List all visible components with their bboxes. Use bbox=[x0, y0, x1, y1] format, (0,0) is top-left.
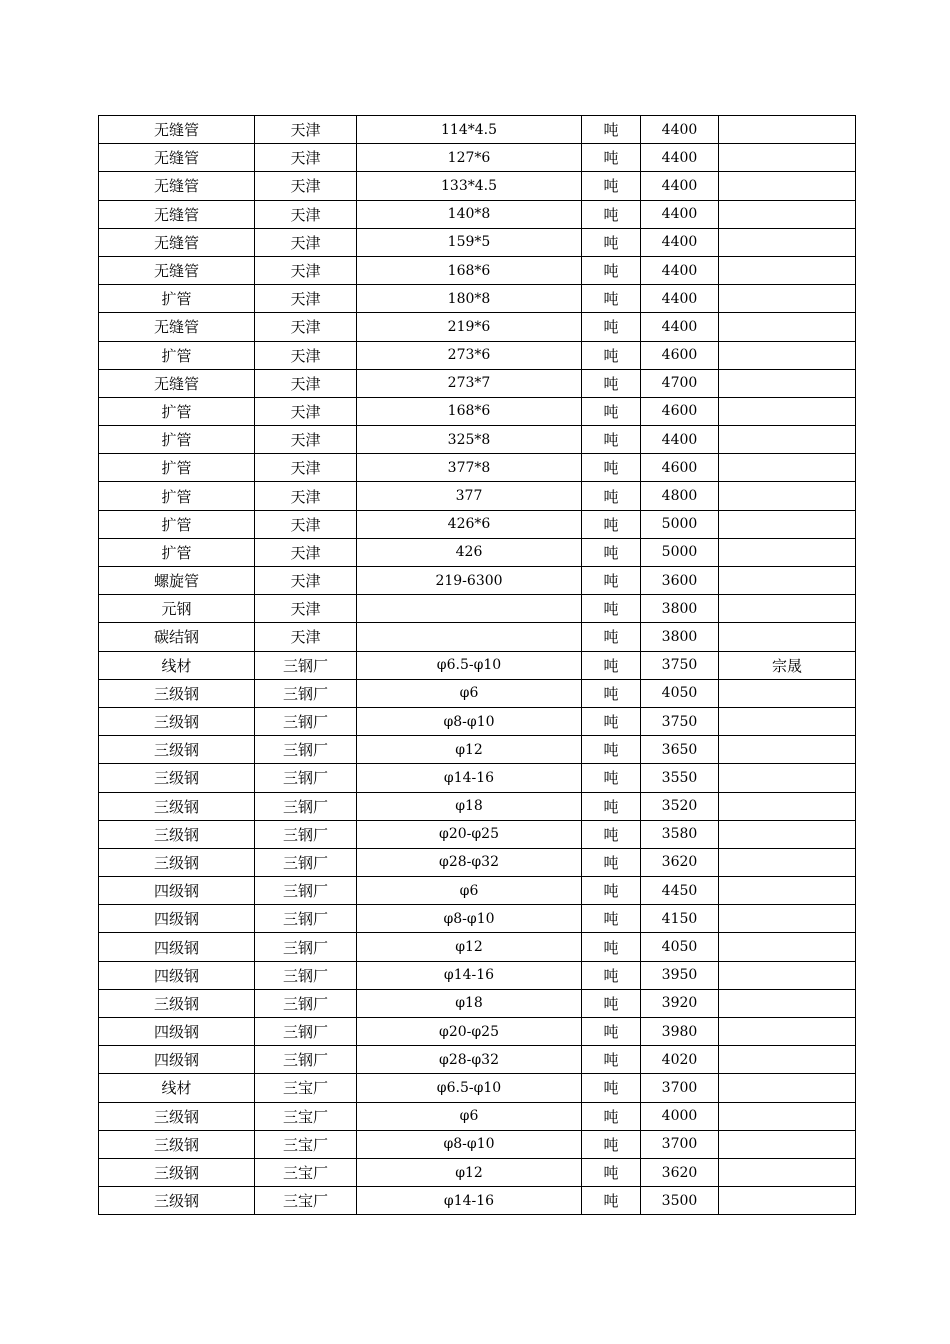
price-cell: 5000 bbox=[641, 510, 719, 538]
spec-cell: φ8-φ10 bbox=[357, 905, 582, 933]
price-cell: 3980 bbox=[641, 1018, 719, 1046]
table-row bbox=[99, 538, 856, 566]
price-cell: 3700 bbox=[641, 1074, 719, 1102]
note-cell: 宗晟 bbox=[719, 651, 856, 679]
origin-cell: 三钢厂 bbox=[255, 1046, 357, 1074]
table-row bbox=[99, 256, 856, 284]
unit-cell: 吨 bbox=[582, 1018, 641, 1046]
unit-cell: 吨 bbox=[582, 736, 641, 764]
unit-cell: 吨 bbox=[582, 623, 641, 651]
table-row bbox=[99, 144, 856, 172]
price-cell: 4400 bbox=[641, 228, 719, 256]
origin-cell: 三宝厂 bbox=[255, 1130, 357, 1158]
origin-cell: 三宝厂 bbox=[255, 1074, 357, 1102]
unit-cell: 吨 bbox=[582, 848, 641, 876]
origin-cell: 三钢厂 bbox=[255, 736, 357, 764]
spec-cell: φ18 bbox=[357, 989, 582, 1017]
origin-cell: 天津 bbox=[255, 144, 357, 172]
origin-cell: 三钢厂 bbox=[255, 651, 357, 679]
unit-cell: 吨 bbox=[582, 989, 641, 1017]
note-cell bbox=[719, 313, 856, 341]
origin-cell: 三钢厂 bbox=[255, 1018, 357, 1046]
spec-cell bbox=[357, 623, 582, 651]
origin-cell: 天津 bbox=[255, 595, 357, 623]
product-name-cell: 扩管 bbox=[99, 454, 255, 482]
price-cell: 3580 bbox=[641, 820, 719, 848]
spec-cell: φ6 bbox=[357, 877, 582, 905]
price-cell: 3620 bbox=[641, 1158, 719, 1186]
unit-cell: 吨 bbox=[582, 877, 641, 905]
table-row bbox=[99, 707, 856, 735]
origin-cell: 天津 bbox=[255, 172, 357, 200]
product-name-cell: 扩管 bbox=[99, 538, 255, 566]
price-cell: 4400 bbox=[641, 256, 719, 284]
product-name-cell: 无缝管 bbox=[99, 256, 255, 284]
table-row bbox=[99, 820, 856, 848]
price-cell: 4800 bbox=[641, 482, 719, 510]
note-cell bbox=[719, 1074, 856, 1102]
spec-cell: φ18 bbox=[357, 792, 582, 820]
origin-cell: 三钢厂 bbox=[255, 820, 357, 848]
origin-cell: 天津 bbox=[255, 397, 357, 425]
origin-cell: 天津 bbox=[255, 228, 357, 256]
spec-cell: φ8-φ10 bbox=[357, 1130, 582, 1158]
price-cell: 4150 bbox=[641, 905, 719, 933]
product-name-cell: 元钢 bbox=[99, 595, 255, 623]
origin-cell: 三宝厂 bbox=[255, 1158, 357, 1186]
product-name-cell: 扩管 bbox=[99, 426, 255, 454]
note-cell bbox=[719, 764, 856, 792]
price-cell: 4600 bbox=[641, 341, 719, 369]
unit-cell: 吨 bbox=[582, 172, 641, 200]
product-name-cell: 四级钢 bbox=[99, 877, 255, 905]
spec-cell bbox=[357, 595, 582, 623]
price-cell: 4400 bbox=[641, 200, 719, 228]
unit-cell: 吨 bbox=[582, 200, 641, 228]
table-row bbox=[99, 200, 856, 228]
product-name-cell: 三级钢 bbox=[99, 707, 255, 735]
unit-cell: 吨 bbox=[582, 144, 641, 172]
product-name-cell: 三级钢 bbox=[99, 989, 255, 1017]
table-body bbox=[99, 116, 856, 1215]
product-name-cell: 无缝管 bbox=[99, 200, 255, 228]
origin-cell: 天津 bbox=[255, 426, 357, 454]
origin-cell: 天津 bbox=[255, 285, 357, 313]
note-cell bbox=[719, 595, 856, 623]
unit-cell: 吨 bbox=[582, 651, 641, 679]
table-row bbox=[99, 792, 856, 820]
note-cell bbox=[719, 933, 856, 961]
table-row bbox=[99, 426, 856, 454]
origin-cell: 天津 bbox=[255, 256, 357, 284]
table-row bbox=[99, 623, 856, 651]
unit-cell: 吨 bbox=[582, 961, 641, 989]
spec-cell: 140*8 bbox=[357, 200, 582, 228]
note-cell bbox=[719, 567, 856, 595]
unit-cell: 吨 bbox=[582, 397, 641, 425]
note-cell bbox=[719, 228, 856, 256]
unit-cell: 吨 bbox=[582, 1187, 641, 1215]
product-name-cell: 无缝管 bbox=[99, 369, 255, 397]
spec-cell: 273*6 bbox=[357, 341, 582, 369]
note-cell bbox=[719, 877, 856, 905]
unit-cell: 吨 bbox=[582, 369, 641, 397]
price-cell: 3700 bbox=[641, 1130, 719, 1158]
table-row bbox=[99, 369, 856, 397]
product-name-cell: 三级钢 bbox=[99, 679, 255, 707]
table-row bbox=[99, 1130, 856, 1158]
price-cell: 3620 bbox=[641, 848, 719, 876]
unit-cell: 吨 bbox=[582, 454, 641, 482]
price-cell: 3750 bbox=[641, 707, 719, 735]
table-row bbox=[99, 1102, 856, 1130]
origin-cell: 天津 bbox=[255, 369, 357, 397]
table-row bbox=[99, 1074, 856, 1102]
product-name-cell: 无缝管 bbox=[99, 313, 255, 341]
price-cell: 3800 bbox=[641, 623, 719, 651]
table-row bbox=[99, 1018, 856, 1046]
spec-cell: φ6.5-φ10 bbox=[357, 1074, 582, 1102]
unit-cell: 吨 bbox=[582, 285, 641, 313]
spec-cell: φ14-16 bbox=[357, 1187, 582, 1215]
product-name-cell: 扩管 bbox=[99, 285, 255, 313]
price-cell: 4600 bbox=[641, 397, 719, 425]
price-cell: 4400 bbox=[641, 116, 719, 144]
price-cell: 4400 bbox=[641, 313, 719, 341]
origin-cell: 三宝厂 bbox=[255, 1187, 357, 1215]
spec-cell: φ28-φ32 bbox=[357, 848, 582, 876]
table-row bbox=[99, 848, 856, 876]
unit-cell: 吨 bbox=[582, 1158, 641, 1186]
note-cell bbox=[719, 1102, 856, 1130]
unit-cell: 吨 bbox=[582, 820, 641, 848]
spec-cell: φ20-φ25 bbox=[357, 820, 582, 848]
spec-cell: φ6.5-φ10 bbox=[357, 651, 582, 679]
table-row bbox=[99, 341, 856, 369]
spec-cell: 273*7 bbox=[357, 369, 582, 397]
unit-cell: 吨 bbox=[582, 116, 641, 144]
note-cell bbox=[719, 623, 856, 651]
note-cell bbox=[719, 736, 856, 764]
note-cell bbox=[719, 397, 856, 425]
spec-cell: φ12 bbox=[357, 736, 582, 764]
table-row bbox=[99, 454, 856, 482]
note-cell bbox=[719, 116, 856, 144]
table-row bbox=[99, 679, 856, 707]
product-name-cell: 螺旋管 bbox=[99, 567, 255, 595]
unit-cell: 吨 bbox=[582, 313, 641, 341]
origin-cell: 天津 bbox=[255, 200, 357, 228]
table-row bbox=[99, 651, 856, 679]
unit-cell: 吨 bbox=[582, 482, 641, 510]
table-row bbox=[99, 510, 856, 538]
spec-cell: 159*5 bbox=[357, 228, 582, 256]
product-name-cell: 三级钢 bbox=[99, 1187, 255, 1215]
note-cell bbox=[719, 341, 856, 369]
spec-cell: φ20-φ25 bbox=[357, 1018, 582, 1046]
product-name-cell: 扩管 bbox=[99, 397, 255, 425]
table-row bbox=[99, 1187, 856, 1215]
origin-cell: 三钢厂 bbox=[255, 707, 357, 735]
product-name-cell: 无缝管 bbox=[99, 172, 255, 200]
origin-cell: 三钢厂 bbox=[255, 679, 357, 707]
spec-cell: φ28-φ32 bbox=[357, 1046, 582, 1074]
price-cell: 3600 bbox=[641, 567, 719, 595]
note-cell bbox=[719, 285, 856, 313]
origin-cell: 天津 bbox=[255, 482, 357, 510]
unit-cell: 吨 bbox=[582, 426, 641, 454]
note-cell bbox=[719, 707, 856, 735]
steel-price-table bbox=[98, 115, 856, 1215]
origin-cell: 三钢厂 bbox=[255, 989, 357, 1017]
unit-cell: 吨 bbox=[582, 228, 641, 256]
table-row bbox=[99, 1046, 856, 1074]
price-cell: 4450 bbox=[641, 877, 719, 905]
table-row bbox=[99, 228, 856, 256]
price-cell: 3920 bbox=[641, 989, 719, 1017]
origin-cell: 三钢厂 bbox=[255, 933, 357, 961]
price-cell: 3520 bbox=[641, 792, 719, 820]
table-row bbox=[99, 933, 856, 961]
spec-cell: 127*6 bbox=[357, 144, 582, 172]
unit-cell: 吨 bbox=[582, 341, 641, 369]
product-name-cell: 线材 bbox=[99, 1074, 255, 1102]
price-cell: 4400 bbox=[641, 285, 719, 313]
note-cell bbox=[719, 369, 856, 397]
note-cell bbox=[719, 1018, 856, 1046]
unit-cell: 吨 bbox=[582, 707, 641, 735]
spec-cell: φ6 bbox=[357, 679, 582, 707]
table-row bbox=[99, 905, 856, 933]
price-cell: 4050 bbox=[641, 933, 719, 961]
note-cell bbox=[719, 454, 856, 482]
note-cell bbox=[719, 679, 856, 707]
origin-cell: 三钢厂 bbox=[255, 792, 357, 820]
unit-cell: 吨 bbox=[582, 510, 641, 538]
note-cell bbox=[719, 820, 856, 848]
product-name-cell: 四级钢 bbox=[99, 1018, 255, 1046]
note-cell bbox=[719, 426, 856, 454]
origin-cell: 三钢厂 bbox=[255, 905, 357, 933]
table-row bbox=[99, 567, 856, 595]
origin-cell: 三钢厂 bbox=[255, 877, 357, 905]
spec-cell: 219*6 bbox=[357, 313, 582, 341]
unit-cell: 吨 bbox=[582, 1074, 641, 1102]
price-cell: 4600 bbox=[641, 454, 719, 482]
spec-cell: 377*8 bbox=[357, 454, 582, 482]
note-cell bbox=[719, 1187, 856, 1215]
price-cell: 4050 bbox=[641, 679, 719, 707]
product-name-cell: 三级钢 bbox=[99, 764, 255, 792]
note-cell bbox=[719, 144, 856, 172]
product-name-cell: 无缝管 bbox=[99, 116, 255, 144]
spec-cell: φ14-16 bbox=[357, 961, 582, 989]
price-cell: 5000 bbox=[641, 538, 719, 566]
unit-cell: 吨 bbox=[582, 538, 641, 566]
spec-cell: 133*4.5 bbox=[357, 172, 582, 200]
product-name-cell: 扩管 bbox=[99, 341, 255, 369]
origin-cell: 天津 bbox=[255, 116, 357, 144]
product-name-cell: 碳结钢 bbox=[99, 623, 255, 651]
note-cell bbox=[719, 200, 856, 228]
note-cell bbox=[719, 989, 856, 1017]
table-row bbox=[99, 736, 856, 764]
unit-cell: 吨 bbox=[582, 1130, 641, 1158]
price-cell: 3500 bbox=[641, 1187, 719, 1215]
spec-cell: 426*6 bbox=[357, 510, 582, 538]
spec-cell: 219-6300 bbox=[357, 567, 582, 595]
product-name-cell: 三级钢 bbox=[99, 792, 255, 820]
table-row bbox=[99, 961, 856, 989]
table-row bbox=[99, 764, 856, 792]
origin-cell: 天津 bbox=[255, 454, 357, 482]
spec-cell: φ12 bbox=[357, 1158, 582, 1186]
product-name-cell: 四级钢 bbox=[99, 961, 255, 989]
note-cell bbox=[719, 848, 856, 876]
note-cell bbox=[719, 792, 856, 820]
note-cell bbox=[719, 961, 856, 989]
spec-cell: 325*8 bbox=[357, 426, 582, 454]
spec-cell: 426 bbox=[357, 538, 582, 566]
origin-cell: 天津 bbox=[255, 623, 357, 651]
origin-cell: 三宝厂 bbox=[255, 1102, 357, 1130]
product-name-cell: 四级钢 bbox=[99, 905, 255, 933]
price-cell: 3650 bbox=[641, 736, 719, 764]
product-name-cell: 线材 bbox=[99, 651, 255, 679]
note-cell bbox=[719, 1158, 856, 1186]
origin-cell: 天津 bbox=[255, 313, 357, 341]
price-cell: 4000 bbox=[641, 1102, 719, 1130]
product-name-cell: 无缝管 bbox=[99, 144, 255, 172]
unit-cell: 吨 bbox=[582, 567, 641, 595]
table-row bbox=[99, 116, 856, 144]
note-cell bbox=[719, 1046, 856, 1074]
unit-cell: 吨 bbox=[582, 933, 641, 961]
price-cell: 4020 bbox=[641, 1046, 719, 1074]
spec-cell: 168*6 bbox=[357, 256, 582, 284]
table-row bbox=[99, 397, 856, 425]
note-cell bbox=[719, 510, 856, 538]
price-cell: 3550 bbox=[641, 764, 719, 792]
product-name-cell: 无缝管 bbox=[99, 228, 255, 256]
table-row bbox=[99, 172, 856, 200]
spec-cell: φ12 bbox=[357, 933, 582, 961]
price-cell: 3950 bbox=[641, 961, 719, 989]
product-name-cell: 扩管 bbox=[99, 510, 255, 538]
price-cell: 4400 bbox=[641, 426, 719, 454]
unit-cell: 吨 bbox=[582, 679, 641, 707]
product-name-cell: 三级钢 bbox=[99, 1102, 255, 1130]
table-row bbox=[99, 877, 856, 905]
price-cell: 4400 bbox=[641, 172, 719, 200]
price-cell: 3800 bbox=[641, 595, 719, 623]
table-row bbox=[99, 595, 856, 623]
unit-cell: 吨 bbox=[582, 256, 641, 284]
origin-cell: 天津 bbox=[255, 510, 357, 538]
note-cell bbox=[719, 1130, 856, 1158]
origin-cell: 三钢厂 bbox=[255, 764, 357, 792]
product-name-cell: 三级钢 bbox=[99, 820, 255, 848]
price-cell: 4400 bbox=[641, 144, 719, 172]
product-name-cell: 三级钢 bbox=[99, 736, 255, 764]
product-name-cell: 四级钢 bbox=[99, 933, 255, 961]
origin-cell: 三钢厂 bbox=[255, 961, 357, 989]
origin-cell: 天津 bbox=[255, 341, 357, 369]
table-row bbox=[99, 989, 856, 1017]
note-cell bbox=[719, 482, 856, 510]
spec-cell: φ6 bbox=[357, 1102, 582, 1130]
price-cell: 4700 bbox=[641, 369, 719, 397]
product-name-cell: 三级钢 bbox=[99, 1158, 255, 1186]
note-cell bbox=[719, 256, 856, 284]
spec-cell: 114*4.5 bbox=[357, 116, 582, 144]
unit-cell: 吨 bbox=[582, 1102, 641, 1130]
unit-cell: 吨 bbox=[582, 595, 641, 623]
note-cell bbox=[719, 172, 856, 200]
spec-cell: 180*8 bbox=[357, 285, 582, 313]
note-cell bbox=[719, 538, 856, 566]
price-cell: 3750 bbox=[641, 651, 719, 679]
product-name-cell: 扩管 bbox=[99, 482, 255, 510]
unit-cell: 吨 bbox=[582, 792, 641, 820]
table-row bbox=[99, 1158, 856, 1186]
product-name-cell: 四级钢 bbox=[99, 1046, 255, 1074]
product-name-cell: 三级钢 bbox=[99, 1130, 255, 1158]
spec-cell: 168*6 bbox=[357, 397, 582, 425]
note-cell bbox=[719, 905, 856, 933]
table-row bbox=[99, 285, 856, 313]
unit-cell: 吨 bbox=[582, 1046, 641, 1074]
spec-cell: φ8-φ10 bbox=[357, 707, 582, 735]
origin-cell: 天津 bbox=[255, 567, 357, 595]
spec-cell: 377 bbox=[357, 482, 582, 510]
product-name-cell: 三级钢 bbox=[99, 848, 255, 876]
table-row bbox=[99, 482, 856, 510]
unit-cell: 吨 bbox=[582, 905, 641, 933]
origin-cell: 天津 bbox=[255, 538, 357, 566]
spec-cell: φ14-16 bbox=[357, 764, 582, 792]
origin-cell: 三钢厂 bbox=[255, 848, 357, 876]
unit-cell: 吨 bbox=[582, 764, 641, 792]
table-row bbox=[99, 313, 856, 341]
